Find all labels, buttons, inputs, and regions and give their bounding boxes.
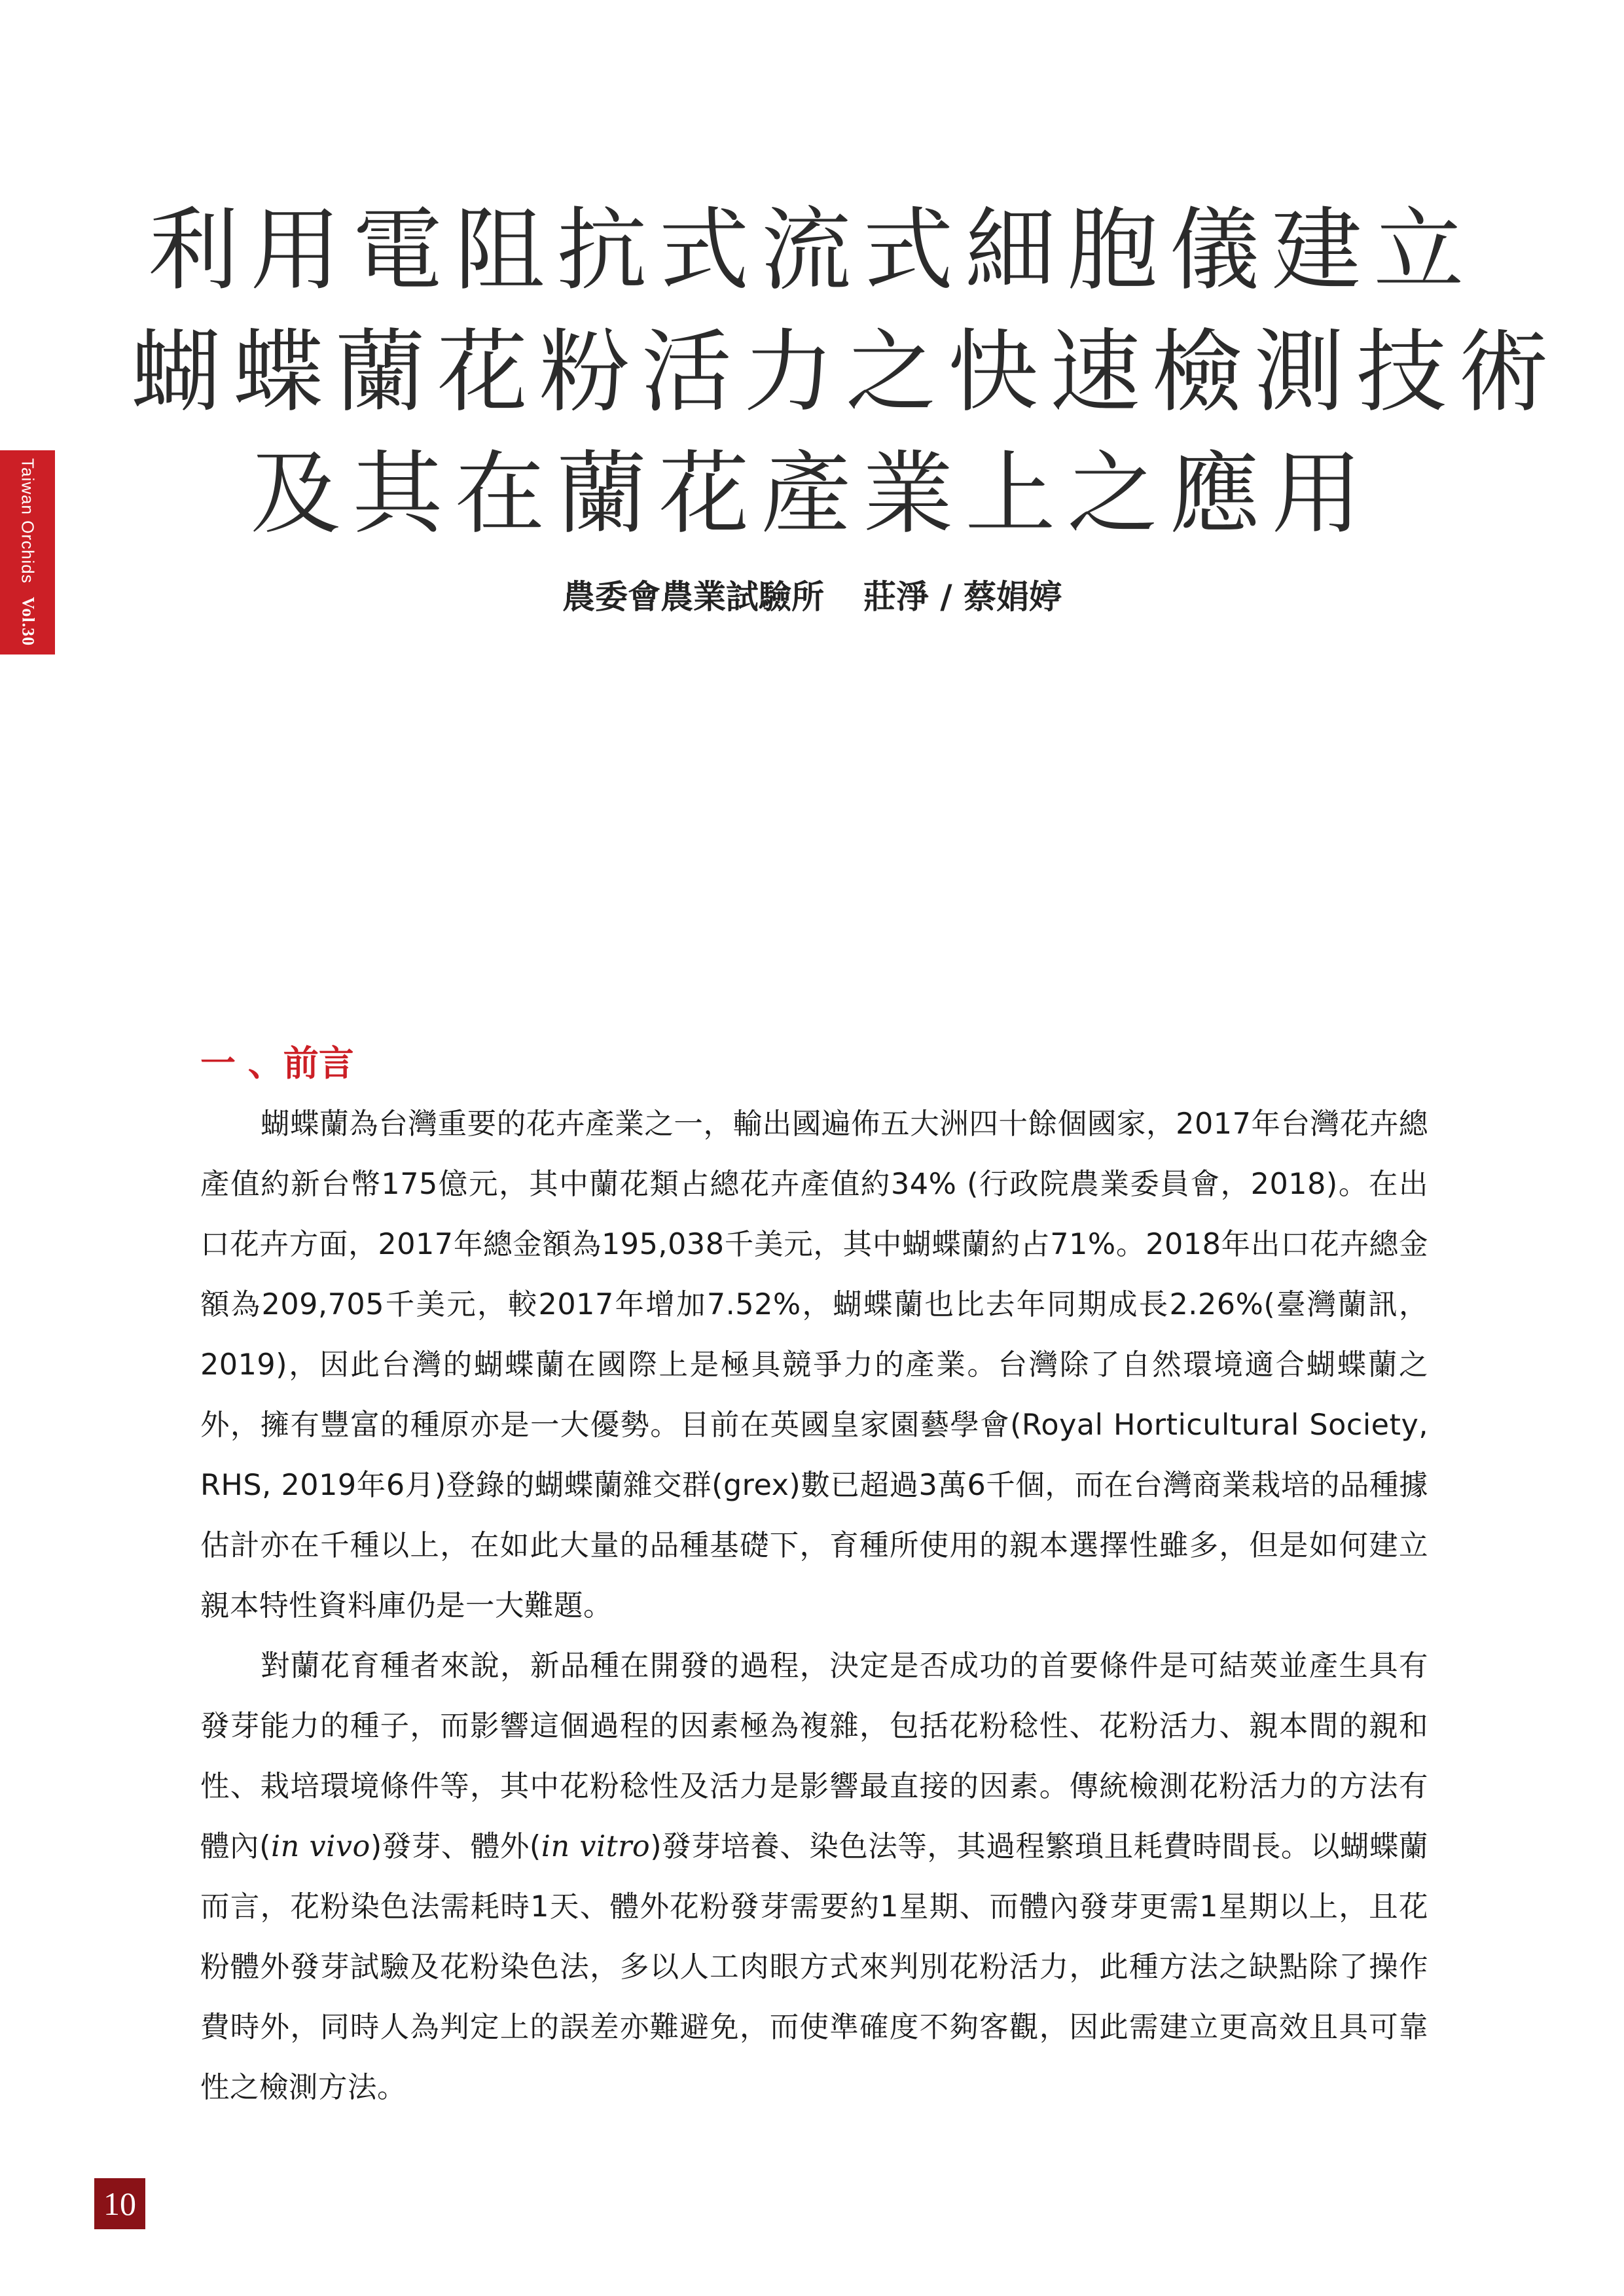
page-number: 10 <box>94 2178 145 2229</box>
title-line-2: 蝴蝶蘭花粉活力之快速檢測技術 <box>131 319 1561 425</box>
author-names: 莊淨 / 蔡娟婷 <box>863 578 1062 616</box>
term-in-vitro: in vitro <box>541 1830 651 1863</box>
paragraph-2 <box>200 1636 1428 2118</box>
paragraph-2-part-c: )發芽培養、染色法等，其過程繁瑣且耗費時間長。以蝴蝶蘭而言，花粉染色法需耗時1天、體外花粉發芽需要約1星期、而體內發芽更需1星期以上，且花粉體外發芽試驗及花粉染色法，多以人工肉眼方式來判別花粉活力，此種方法之缺點除了操作費時外，同時人為判定上的誤差亦難避免，而使準確度不夠客觀，因此需建立更高效且具可靠性之檢測方法。 <box>200 1830 1428 2104</box>
paragraph-2-part-a: 對蘭花育種者來說，新品種在開發的過程，決定是否成功的首要條件是可結莢並產生具有發芽能力的種子，而影響這個過程的因素極為複雜，包括花粉稔性、花粉活力、親本間的親和性、栽培環境條件等，其中花粉稔性及活力是影響最直接的因素。傳統檢測花粉活力的方法有體內( <box>200 1649 1428 1863</box>
article-title <box>131 190 1561 555</box>
author-byline <box>0 571 1624 618</box>
term-in-vivo: in vivo <box>270 1830 370 1863</box>
journal-side-tab <box>0 450 55 655</box>
section-heading-introduction: 一 、前言 <box>200 1043 354 1084</box>
paragraph-2-part-b: )發芽、體外( <box>370 1830 541 1863</box>
journal-name: Taiwan Orchids <box>18 458 38 584</box>
paragraph-1: 蝴蝶蘭為台灣重要的花卉產業之一，輸出國遍佈五大洲四十餘個國家，2017年台灣花卉總產值約新台幣175億元，其中蘭花類占總花卉產值約34% (行政院農業委員會，2018)。在出口花卉方面，2017年總金額為195,038千美元，其中蝴蝶蘭約占71%。2018年出口花卉總金額為209,705千美元，較2017年增加7.52%，蝴蝶蘭也比去年同期成長2.26%(臺灣蘭訊，2019)，因此台灣的蝴蝶蘭在國際上是極具競爭力的產業。台灣除了自然環境適合蝴蝶蘭之外，擁有豐富的種原亦是一大優勢。目前在英國皇家園藝學會(Royal Horticultural Society, RHS, 2019年6月)登錄的蝴蝶蘭雜交群(grex)數已超過3萬6千個，而在台灣商業栽培的品種據估計亦在千種以上，在如此大量的品種基礎下，育種所使用的親本選擇性雖多，但是如何建立親本特性資料庫仍是一大難題。 <box>200 1107 1428 1623</box>
title-line-1: 利用電阻抗式流式細胞儀建立 <box>148 198 1476 303</box>
journal-side-tab-text <box>18 458 38 646</box>
title-line-3: 及其在蘭花產業上之應用 <box>250 441 1374 547</box>
article-body <box>200 1094 1428 2118</box>
journal-volume: Vol.30 <box>18 597 38 647</box>
author-affiliation: 農委會農業試驗所 <box>562 578 824 616</box>
